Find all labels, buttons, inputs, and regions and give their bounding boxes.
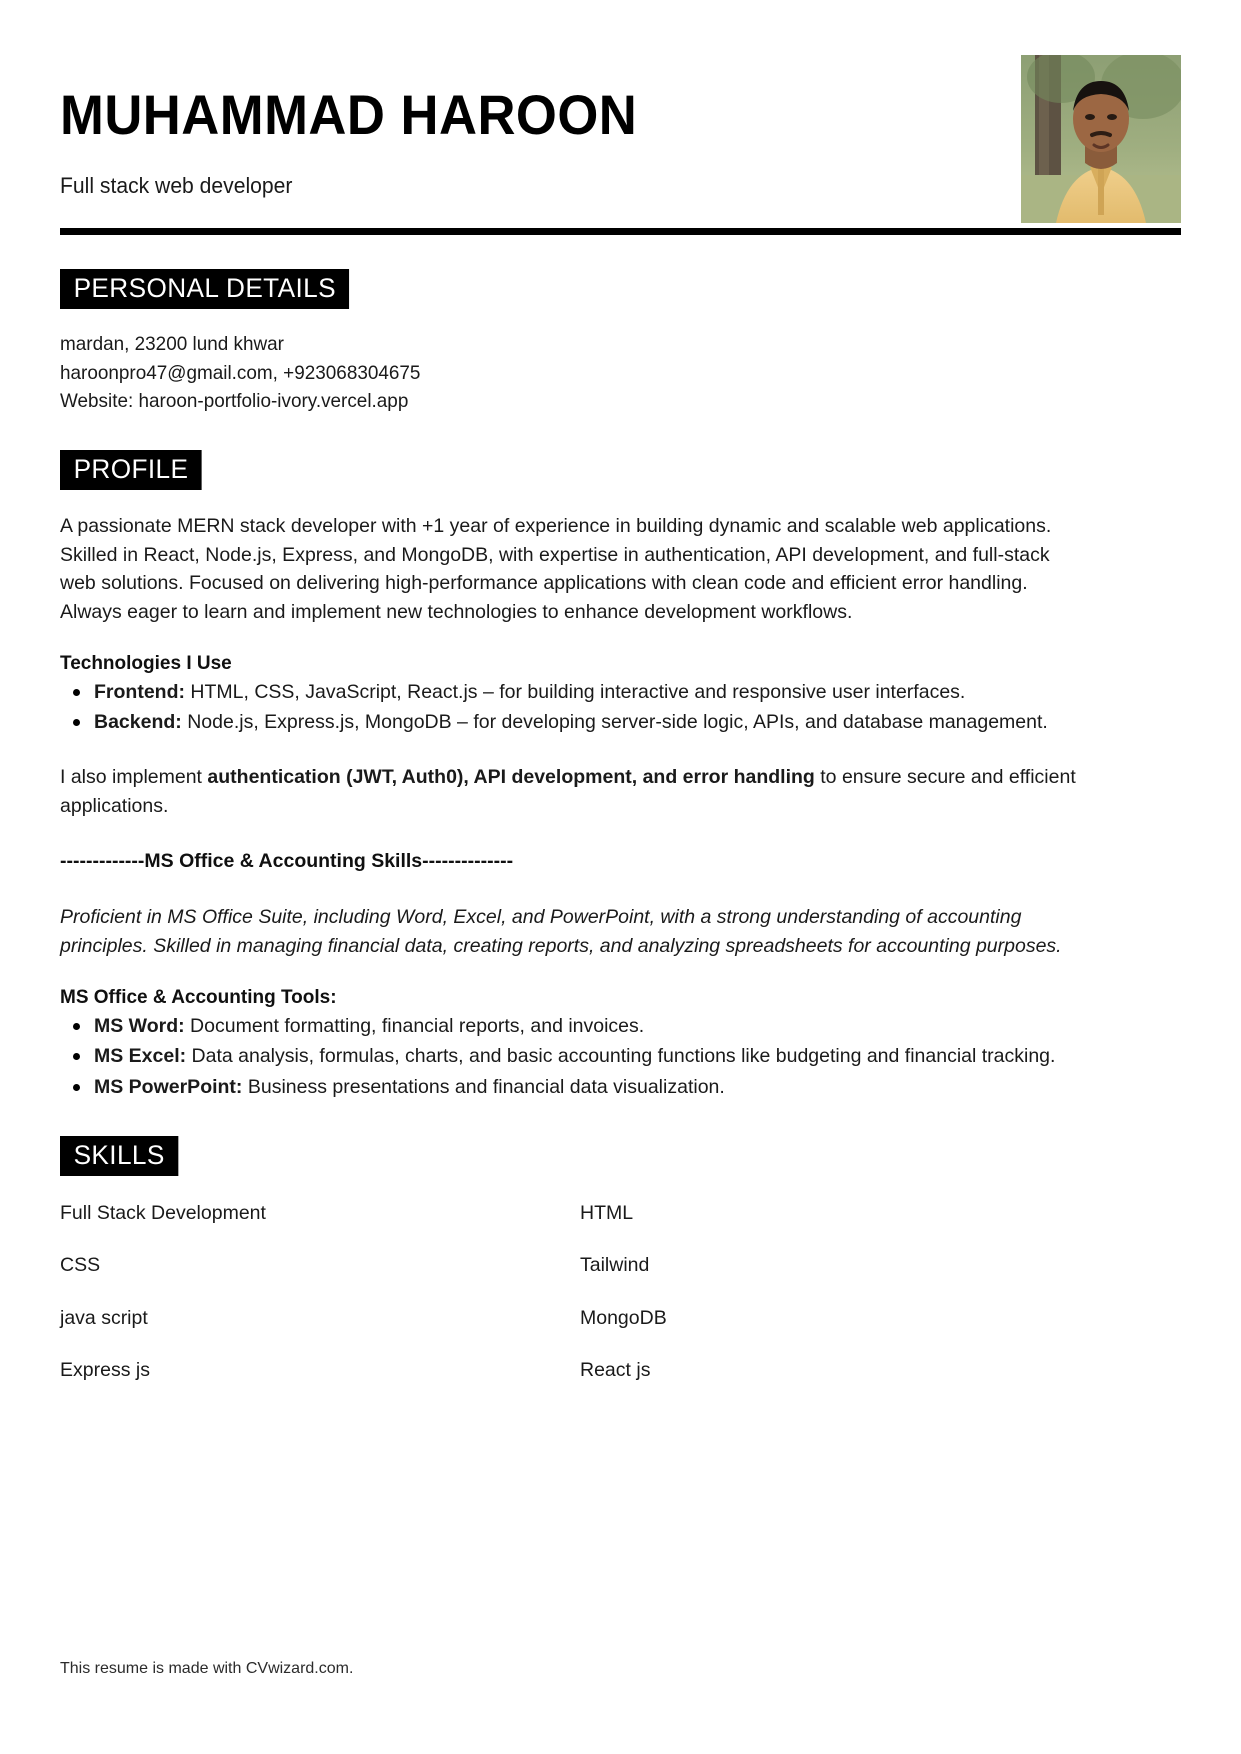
bullet-label: MS PowerPoint: (94, 1075, 243, 1098)
footer-note: This resume is made with CVwizard.com. (60, 1660, 354, 1677)
bullet-label: Frontend: (94, 680, 185, 703)
authentication-paragraph (60, 763, 1090, 820)
contact-block (60, 330, 1181, 415)
list-item (94, 678, 1094, 707)
bullet-label: MS Word: (94, 1014, 185, 1037)
section-heading-personal-details: PERSONAL DETAILS (60, 269, 350, 309)
bullet-text: Data analysis, formulas, charts, and basic accounting functions like budgeting and financial tracking. (186, 1045, 1056, 1068)
portrait-photo-icon (1021, 55, 1181, 223)
contact-email-phone: haroonpro47@gmail.com, +923068304675 (60, 361, 421, 384)
contact-website[interactable]: Website: haroon-portfolio-ivory.vercel.app (60, 390, 409, 413)
list-item (94, 1073, 1094, 1102)
technologies-heading: Technologies I Use (60, 652, 232, 674)
bullet-text: Node.js, Express.js, MongoDB – for developing server-side logic, APIs, and database management. (181, 711, 1048, 734)
skill-item: MongoDB (580, 1306, 667, 1329)
bullet-label: MS Excel: (94, 1045, 187, 1068)
skill-item: HTML (580, 1201, 634, 1224)
skill-item: React js (580, 1359, 651, 1382)
ms-tools-list (60, 1012, 1181, 1102)
bullet-text: HTML, CSS, JavaScript, React.js – for building interactive and responsive user interfaces. (184, 680, 966, 703)
auth-text-bold: authentication (JWT, Auth0), API development, and error handling (207, 766, 815, 789)
bullet-label: Backend: (94, 711, 182, 734)
profile-summary: A passionate MERN stack developer with +1 year of experience in building dynamic and scalable web applications. Skilled in React, Node.js, Express, and MongoDB, with expertise in authentication, API development, and full-stack web solutions. Focused on delivering high-performance applications with clean code and efficient error handling. Always eager to learn and implement new technologies to enhance development workflows. (60, 515, 1052, 624)
bullet-text: Business presentations and financial data visualization. (242, 1075, 725, 1098)
section-heading-profile: PROFILE (60, 450, 202, 490)
section-personal-details (60, 269, 1181, 416)
auth-text-after: to ensure secure and efficient applications. (60, 766, 1076, 817)
section-profile (60, 450, 1181, 1102)
section-skills (60, 1136, 1181, 1383)
skill-item: java script (60, 1306, 148, 1329)
bullet-text: Document formatting, financial reports, and invoices. (184, 1014, 645, 1037)
list-item (94, 708, 1094, 737)
skill-item: CSS (60, 1254, 101, 1277)
skill-item: Tailwind (580, 1254, 650, 1277)
contact-address: mardan, 23200 lund khwar (60, 333, 284, 356)
ms-office-divider: -------------MS Office & Accounting Skills-------------- (60, 850, 514, 873)
ms-tools-heading: MS Office & Accounting Tools: (60, 986, 337, 1008)
skills-grid (60, 1202, 1181, 1383)
skill-item: Express js (60, 1359, 150, 1382)
header-divider (60, 228, 1181, 235)
skill-item: Full Stack Development (60, 1201, 266, 1224)
resume-header (60, 0, 1181, 200)
technologies-list (60, 678, 1181, 737)
job-title: Full stack web developer (60, 172, 293, 198)
auth-text-before: I also implement (60, 766, 208, 789)
list-item (94, 1012, 1094, 1041)
avatar (1021, 55, 1181, 223)
section-heading-skills: SKILLS (60, 1136, 178, 1176)
ms-office-summary: Proficient in MS Office Suite, including Word, Excel, and PowerPoint, with a strong understanding of accounting principles. Skilled in managing financial data, creating reports, and analyzing spreadsheets for accounting purposes. (60, 906, 1062, 957)
list-item (94, 1042, 1094, 1071)
page-title: MUHAMMAD HAROON (60, 83, 638, 146)
